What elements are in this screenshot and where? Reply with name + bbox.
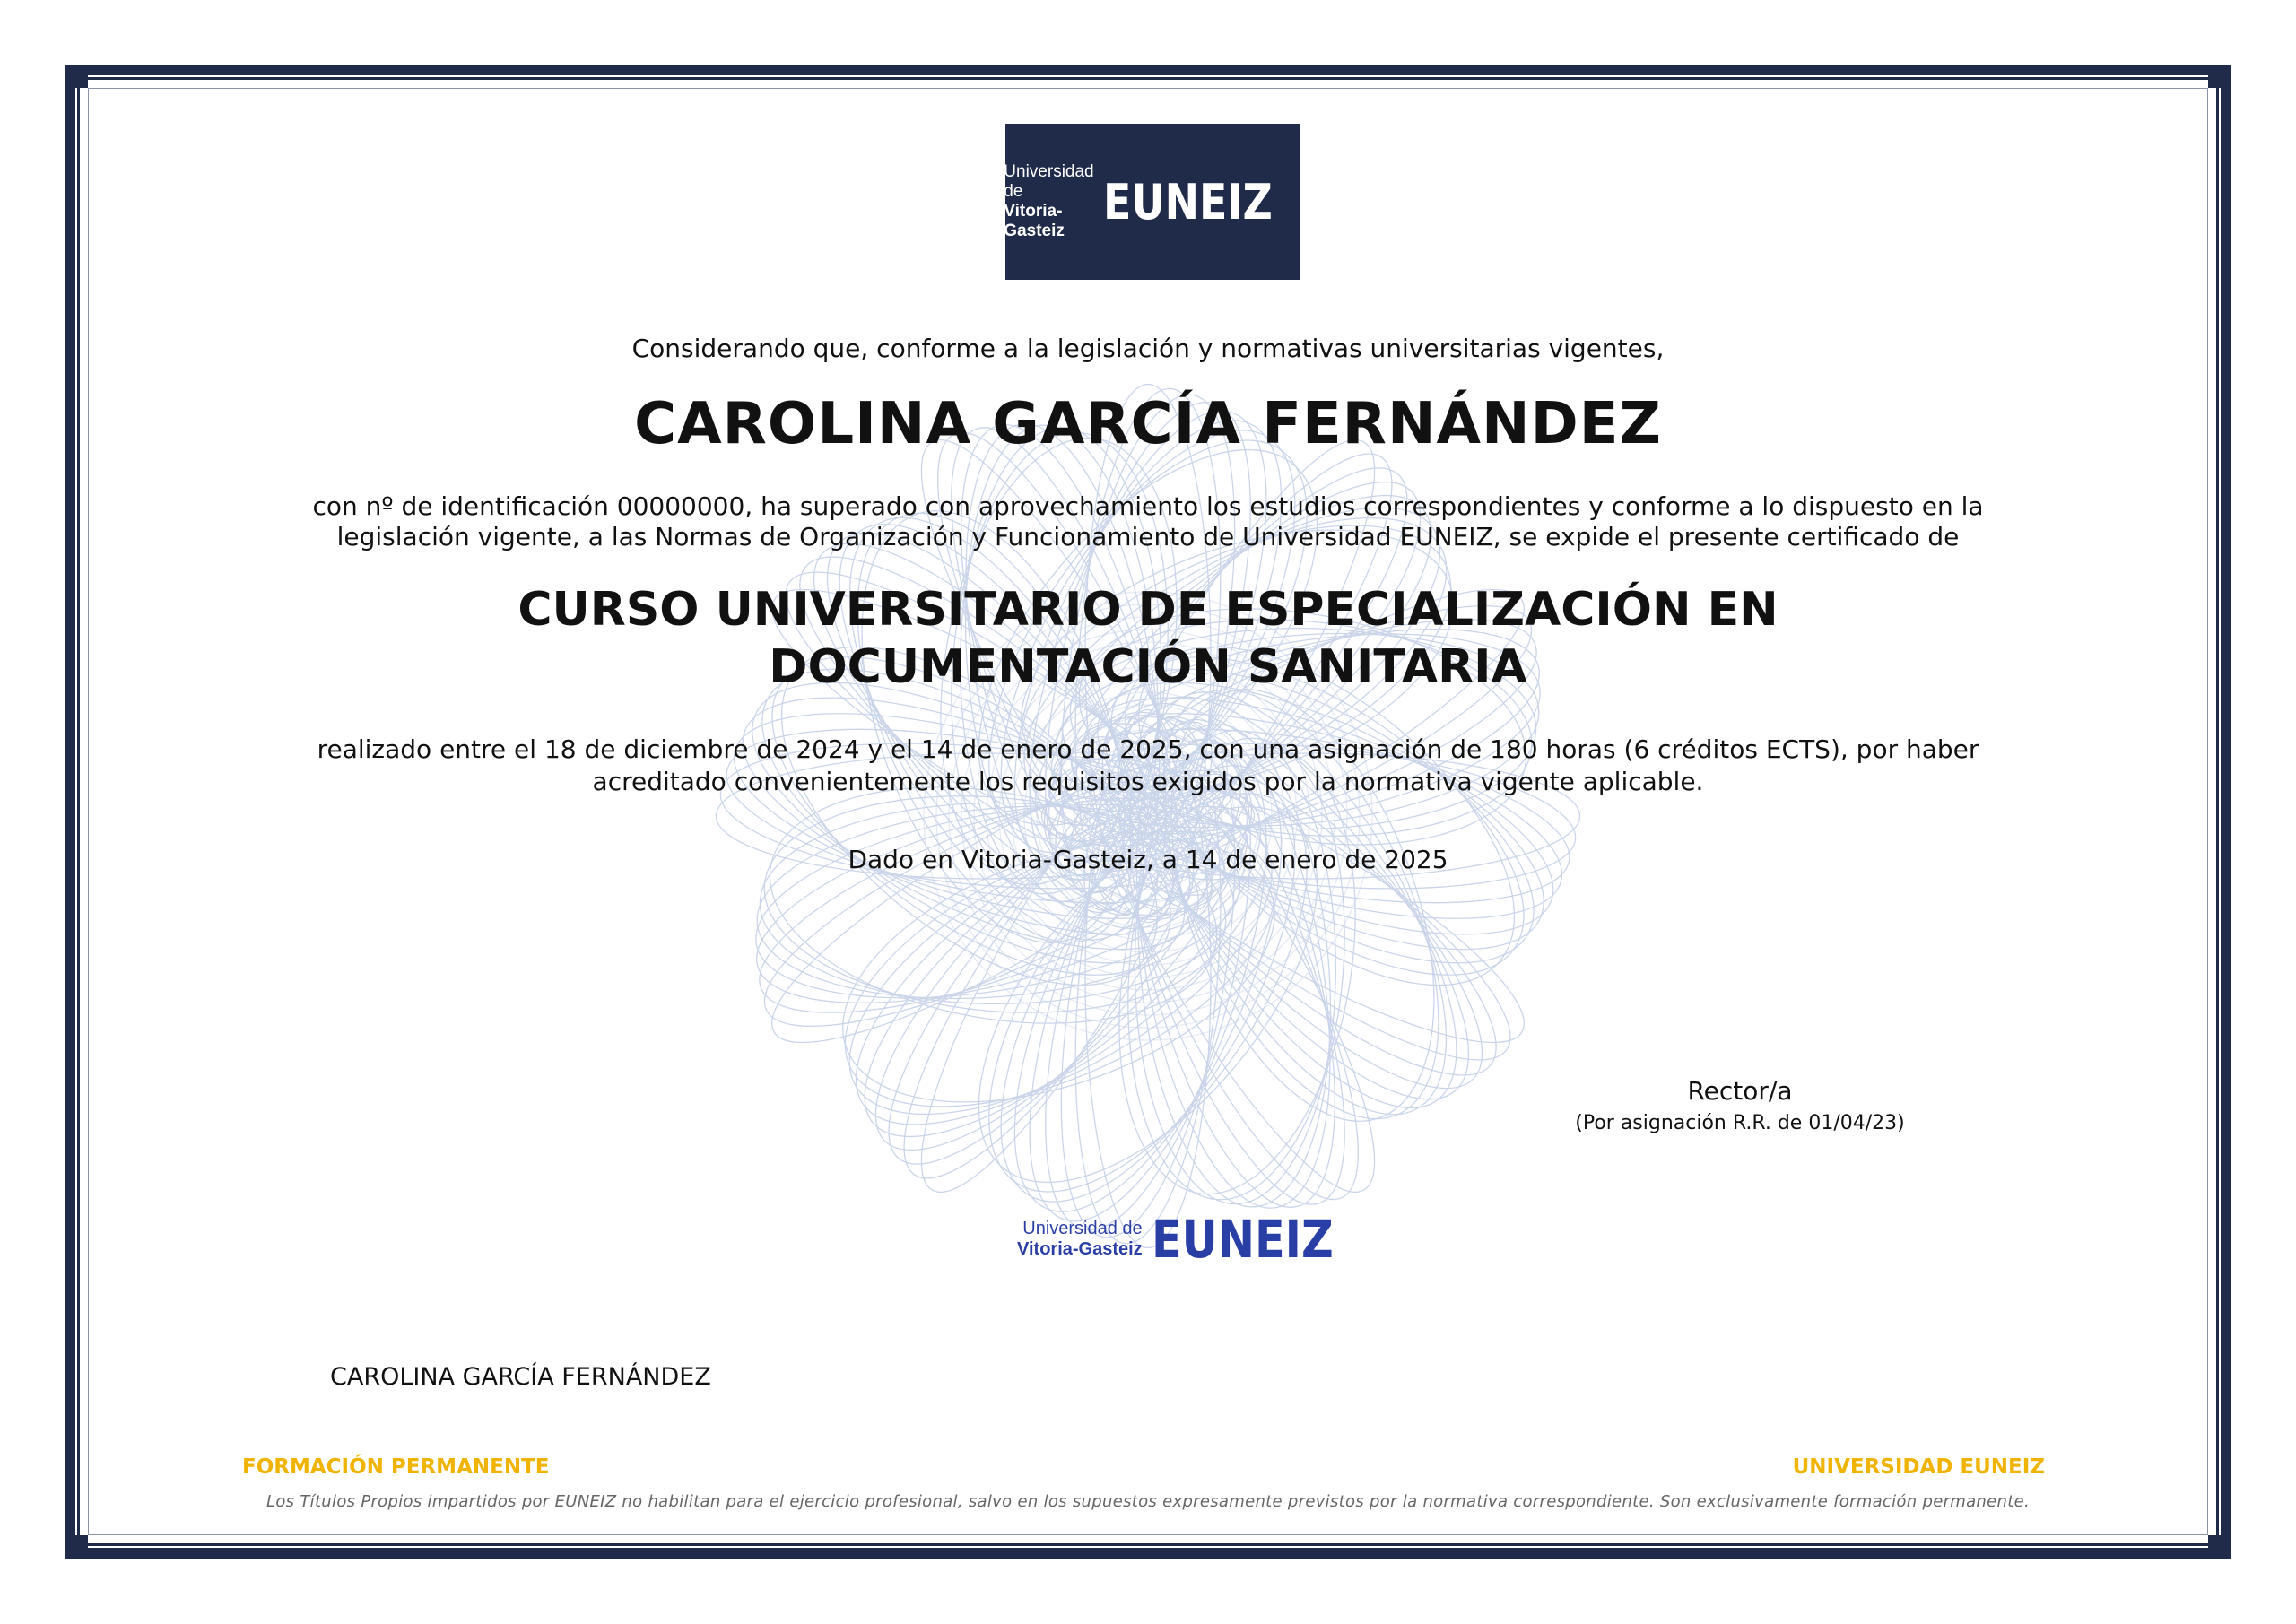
corner-ornament xyxy=(65,65,88,88)
course-title-line-1: CURSO UNIVERSITARIO DE ESPECIALIZACIÓN EN xyxy=(517,583,1779,637)
rector-note: (Por asignación R.R. de 01/04/23) xyxy=(1575,1112,1905,1134)
holder-signature-name: CAROLINA GARCÍA FERNÁNDEZ xyxy=(330,1363,711,1391)
corner-ornament xyxy=(2208,1535,2231,1559)
stamp-line-1: Universidad de xyxy=(1022,1219,1143,1238)
logo-line-1: Universidad de xyxy=(1004,162,1094,202)
intro-text: Considerando que, conforme a la legislación y normativas universitarias vigentes, xyxy=(631,334,1665,363)
footer-right-label: UNIVERSIDAD EUNEIZ xyxy=(1792,1455,2045,1479)
logo-brand: EUNEIZ xyxy=(1102,173,1273,230)
stamp-brand: EUNEIZ xyxy=(1151,1209,1334,1270)
recipient-name: CAROLINA GARCÍA FERNÁNDEZ xyxy=(634,391,1662,457)
footer-disclaimer: Los Títulos Propios impartidos por EUNEIZ no habilitan para el ejercicio profesional, salvo en los supuestos expresamente previstos por la normativa correspondiente. Son exclusivamente formación permanente. xyxy=(266,1492,2030,1511)
course-title-line-2: DOCUMENTACIÓN SANITARIA xyxy=(769,640,1527,694)
corner-ornament xyxy=(2208,65,2231,88)
university-logo xyxy=(1005,124,1300,280)
period-text: realizado entre el 18 de diciembre de 2024 y el 14 de enero de 2025, con una asignación de 180 horas (6 créditos ECTS), por haber acreditado convenientemente los requisitos exigidos por la normativa vigente aplicable. xyxy=(317,734,1979,796)
corner-ornament xyxy=(65,1535,88,1559)
rector-title: Rector/a xyxy=(1687,1076,1793,1106)
issue-place-date: Dado en Vitoria-Gasteiz, a 14 de enero de 2025 xyxy=(848,845,1448,874)
university-stamp xyxy=(1017,1209,1365,1270)
footer-left-label: FORMACIÓN PERMANENTE xyxy=(242,1455,550,1479)
identification-text: con nº de identificación 00000000, ha superado con aprovechamiento los estudios correspondientes y conforme a lo dispuesto en la legislación vigente, a las Normas de Organización y Funcionamiento de Universidad EUNEIZ, se expide el presente certificado de xyxy=(312,491,1984,551)
course-title xyxy=(430,581,1866,696)
logo-line-2: Vitoria-Gasteiz xyxy=(1004,202,1065,240)
stamp-line-2: Vitoria-Gasteiz xyxy=(1017,1239,1143,1259)
